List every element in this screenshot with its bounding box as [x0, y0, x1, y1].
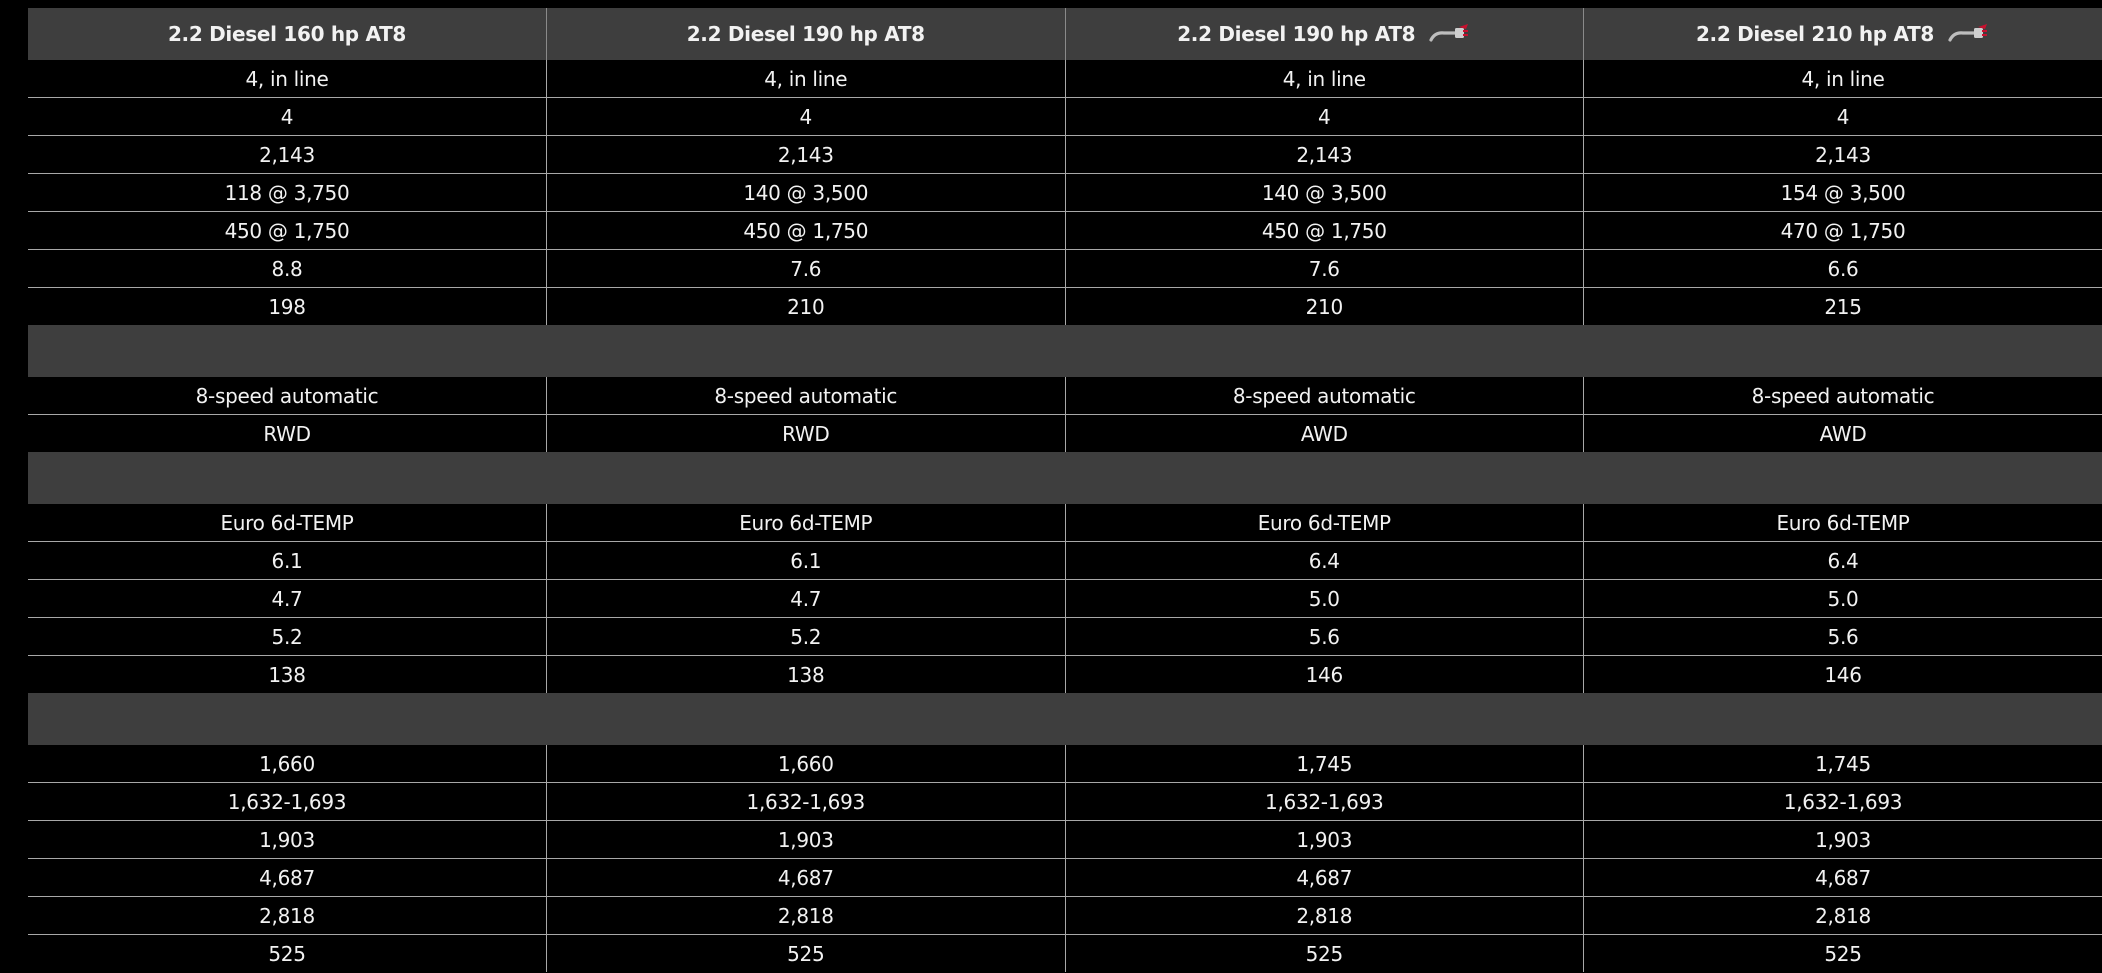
table-cell: 6.4: [1584, 542, 2102, 580]
table-cell: 450 @ 1,750: [1065, 212, 1584, 250]
table-cell: 6.1: [28, 542, 547, 580]
table-cell: 210: [547, 288, 1066, 326]
table-cell: 4: [547, 98, 1066, 136]
table-cell: 5.0: [1584, 580, 2102, 618]
table-cell: 525: [547, 935, 1066, 973]
plug-in-cable-icon: [1429, 23, 1471, 45]
plug-in-cable-icon: [1948, 23, 1990, 45]
table-cell: Euro 6d-TEMP: [547, 504, 1066, 542]
table-row: [28, 580, 2102, 618]
table-cell: 138: [28, 656, 547, 694]
table-cell: 7.6: [1065, 250, 1584, 288]
table-cell: 5.0: [1065, 580, 1584, 618]
table-cell: 154 @ 3,500: [1584, 174, 2102, 212]
table-row: [28, 377, 2102, 415]
column-header-1: [28, 8, 547, 60]
header-row: [28, 8, 2102, 60]
table-cell: 1,745: [1584, 745, 2102, 783]
table-cell: 525: [28, 935, 547, 973]
table-row: [28, 288, 2102, 326]
table-cell: 210: [1065, 288, 1584, 326]
column-header-2: [547, 8, 1066, 60]
table-row: [28, 821, 2102, 859]
table-cell: AWD: [1065, 415, 1584, 453]
table-cell: 1,660: [547, 745, 1066, 783]
table-cell: 4, in line: [1065, 60, 1584, 98]
table-cell: 2,143: [1584, 136, 2102, 174]
table-cell: 8-speed automatic: [1065, 377, 1584, 415]
table-cell: 2,143: [28, 136, 547, 174]
table-cell: Euro 6d-TEMP: [1065, 504, 1584, 542]
table-cell: 4,687: [1584, 859, 2102, 897]
table-cell: 8-speed automatic: [195, 383, 379, 408]
table-cell: 4: [1065, 98, 1584, 136]
section-header-band: [28, 325, 2102, 377]
table-cell: 140 @ 3,500: [1065, 174, 1584, 212]
table-row: [28, 859, 2102, 897]
table-cell: 1,903: [1584, 821, 2102, 859]
table-cell: 5.2: [547, 618, 1066, 656]
table-cell: 525: [1584, 935, 2102, 973]
table-cell: 6.1: [547, 542, 1066, 580]
table-cell: RWD: [28, 415, 547, 453]
spec-table: [28, 8, 2102, 972]
table-cell: Euro 6d-TEMP: [1584, 504, 2102, 542]
column-header-label: 2.2 Diesel 190 hp AT8: [1177, 22, 1416, 46]
table-cell: 2,143: [1065, 136, 1584, 174]
section-header-band: [28, 452, 2102, 504]
table-cell: 8.8: [28, 250, 547, 288]
section-header-cell: [28, 452, 2102, 504]
table-cell: 1,903: [1065, 821, 1584, 859]
section-header-cell: [28, 693, 2102, 745]
table-row: [28, 60, 2102, 98]
table-cell: 2,818: [547, 897, 1066, 935]
table-cell: 2,818: [28, 897, 547, 935]
table-cell: 4.7: [547, 580, 1066, 618]
table-cell: 1,745: [1065, 745, 1584, 783]
table-row: [28, 174, 2102, 212]
table-cell: 450 @ 1,750: [28, 212, 547, 250]
section-header-band: [28, 693, 2102, 745]
table-cell: 6.4: [1065, 542, 1584, 580]
table-cell: 1,632-1,693: [28, 783, 547, 821]
table-cell: 1,903: [28, 821, 547, 859]
table-cell: 8-speed automatic: [547, 377, 1066, 415]
column-header-label: 2.2 Diesel 210 hp AT8: [1695, 22, 1935, 46]
table-cell: 1,660: [259, 751, 315, 776]
table-cell: 525: [1065, 935, 1584, 973]
table-cell: 8-speed automatic: [1584, 377, 2102, 415]
table-cell: 146: [1065, 656, 1584, 694]
spec-table-header: [28, 8, 2102, 60]
table-row: [28, 618, 2102, 656]
table-cell: 1,903: [547, 821, 1066, 859]
table-cell: 118 @ 3,750: [28, 174, 547, 212]
table-cell: 215: [1584, 288, 2102, 326]
table-row: [28, 415, 2102, 453]
column-header-label: 2.2 Diesel 160 hp AT8: [167, 22, 407, 46]
table-row: [28, 783, 2102, 821]
table-row: [28, 542, 2102, 580]
table-cell: Euro 6d-TEMP: [220, 510, 354, 535]
table-cell: 2,143: [547, 136, 1066, 174]
table-cell: 1,632-1,693: [1584, 783, 2102, 821]
table-cell: 1,632-1,693: [547, 783, 1066, 821]
table-cell: 4,687: [1065, 859, 1584, 897]
table-cell: 5.6: [1065, 618, 1584, 656]
table-row: [28, 250, 2102, 288]
table-cell: 4, in line: [245, 66, 329, 91]
table-row: [28, 745, 2102, 783]
table-cell: 7.6: [547, 250, 1066, 288]
table-row: [28, 897, 2102, 935]
table-cell: 2,818: [1065, 897, 1584, 935]
table-cell: 5.6: [1584, 618, 2102, 656]
table-cell: 4,687: [28, 859, 547, 897]
table-cell: 4: [28, 98, 547, 136]
table-cell: 1,632-1,693: [1065, 783, 1584, 821]
table-cell: 140 @ 3,500: [547, 174, 1066, 212]
column-header-3: [1065, 8, 1584, 60]
table-cell: 4,687: [547, 859, 1066, 897]
table-cell: 4, in line: [1584, 60, 2102, 98]
table-cell: 4.7: [28, 580, 547, 618]
table-cell: 2,818: [1584, 897, 2102, 935]
section-header-cell: [28, 325, 2102, 377]
table-cell: 198: [28, 288, 547, 326]
table-row: [28, 212, 2102, 250]
spec-table-body: [28, 60, 2102, 972]
table-cell: AWD: [1584, 415, 2102, 453]
table-row: [28, 136, 2102, 174]
table-row: [28, 935, 2102, 973]
table-cell: 6.6: [1584, 250, 2102, 288]
column-header-label: 2.2 Diesel 190 hp AT8: [686, 22, 925, 46]
table-cell: RWD: [547, 415, 1066, 453]
table-cell: 450 @ 1,750: [547, 212, 1066, 250]
table-cell: 4, in line: [547, 60, 1066, 98]
table-row: [28, 656, 2102, 694]
table-cell: 470 @ 1,750: [1584, 212, 2102, 250]
column-header-4: [1584, 8, 2102, 60]
table-cell: 4: [1584, 98, 2102, 136]
table-row: [28, 504, 2102, 542]
table-row: [28, 98, 2102, 136]
table-cell: 138: [547, 656, 1066, 694]
table-cell: 5.2: [28, 618, 547, 656]
table-cell: 146: [1584, 656, 2102, 694]
